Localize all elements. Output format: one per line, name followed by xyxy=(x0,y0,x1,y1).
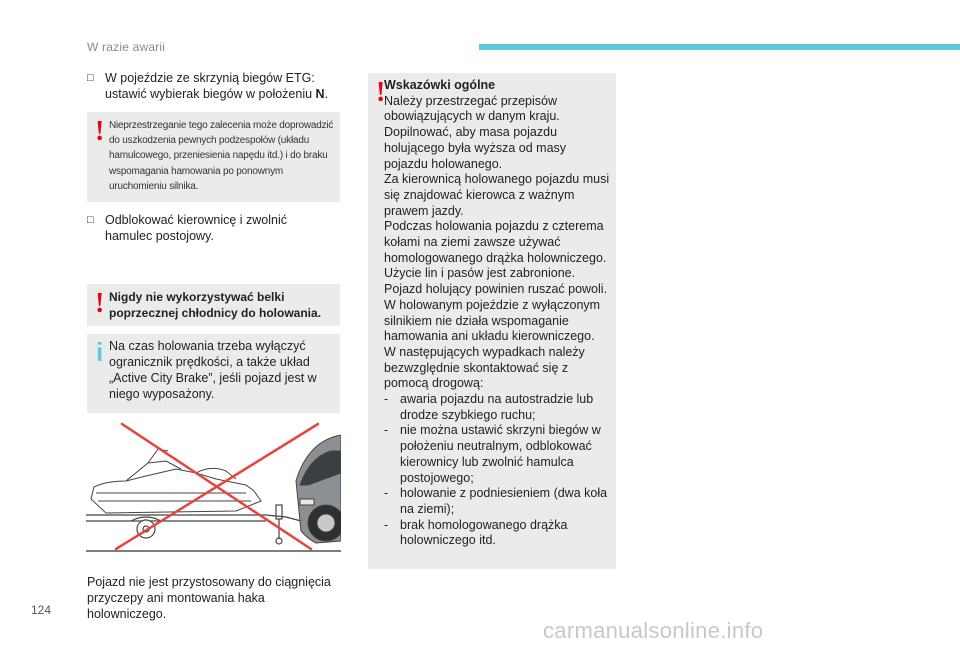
no-towing-trailer-illustration xyxy=(86,421,341,553)
illustration-caption: Pojazd nie jest przystosowany do ciągnięcia przyczepy ani montowania haka holowniczego. xyxy=(87,575,331,621)
warning-damage-text: Nieprzestrzeganie tego zalecenia może doprowadzić do uszkodzenia pewnych podzespołów (układu hamulcowego, przeniesienia napędu itd.) i do braku wspomagania hamowania po ponownym uruchomieniu silnika. xyxy=(109,120,334,192)
guideline-line: Dopilnować, aby masa pojazdu holującego była wyższa od masy pojazdu holowanego. xyxy=(384,125,567,171)
watermark: carmanualsonline.info xyxy=(543,618,764,643)
section-title: W razie awarii xyxy=(87,40,166,54)
info-speed-limiter-text: Na czas holowania trzeba wyłączyć ogranicznik prędkości, a także układ „Active City Brake”, jeśli pojazd jest w niego wyposażony. xyxy=(109,339,317,401)
guideline-line: Należy przestrzegać przepisów obowiązujących w danym kraju. xyxy=(384,93,560,124)
header-accent-bar xyxy=(479,44,960,50)
guideline-list-item: - nie można ustawić skrzyni biegów w położeniu neutralnym, odblokować kierownicy lub zwolnić hamulca postojowego; xyxy=(384,423,601,485)
bullet-etg-gear: N xyxy=(315,87,325,101)
checkbox-bullet-icon: □ xyxy=(87,72,94,84)
bullet-unlock-text: Odblokować kierownicę i zwolnić hamulec postojowy. xyxy=(105,213,288,243)
warning-box-damage xyxy=(87,112,340,202)
guideline-list-item: - brak homologowanego drążka holowniczego itd. xyxy=(384,517,568,548)
guideline-line: W holowanym pojeździe z wyłączonym silnikiem nie działa wspomaganie hamowania ani układu kierowniczego. xyxy=(384,297,601,344)
general-guidelines-content xyxy=(384,78,610,549)
general-guidelines-title: Wskazówki ogólne xyxy=(384,78,496,92)
guideline-line: Pojazd holujący powinien ruszać powoli. xyxy=(384,282,608,297)
exclamation-icon: ! xyxy=(95,116,105,147)
checkbox-bullet-icon: □ xyxy=(87,214,94,226)
guideline-line: Podczas holowania pojazdu z czterema kołami na ziemi zawsze używać homologowanego drążka holowniczego. xyxy=(384,219,607,265)
info-box-speed-limiter xyxy=(87,334,340,413)
info-icon: i xyxy=(96,337,104,367)
car-rear-illustration xyxy=(296,435,341,543)
warning-box-radiator xyxy=(87,284,340,326)
page-number: 124 xyxy=(31,603,52,617)
bullet-etg-end: . xyxy=(324,87,329,101)
guideline-line: Za kierownicą holowanego pojazdu musi się znajdować kierowca z ważnym prawem jazdy. xyxy=(384,172,610,218)
guideline-line: Użycie lin i pasów jest zabronione. xyxy=(384,266,576,281)
exclamation-icon: ! xyxy=(376,77,386,108)
guideline-list-item: - holowanie z podniesieniem (dwa koła na ziemi); xyxy=(384,486,608,516)
guideline-line: W następujących wypadkach należy bezwzględnie skontaktować się z pomocą drogową: xyxy=(384,344,585,391)
bullet-unlock xyxy=(87,212,337,244)
guideline-list-item: - awaria pojazdu na autostradzie lub drodze szybkiego ruchu; xyxy=(384,392,594,422)
exclamation-icon: ! xyxy=(95,288,105,319)
bullet-etg-text: W pojeździe ze skrzynią biegów ETG: ustawić wybierak biegów w położeniu xyxy=(105,71,316,101)
general-guidelines-box xyxy=(368,73,616,569)
bullet-etg xyxy=(87,70,337,102)
warning-radiator-text: Nigdy nie wykorzystywać belki poprzecznej chłodnicy do holowania. xyxy=(109,290,322,320)
